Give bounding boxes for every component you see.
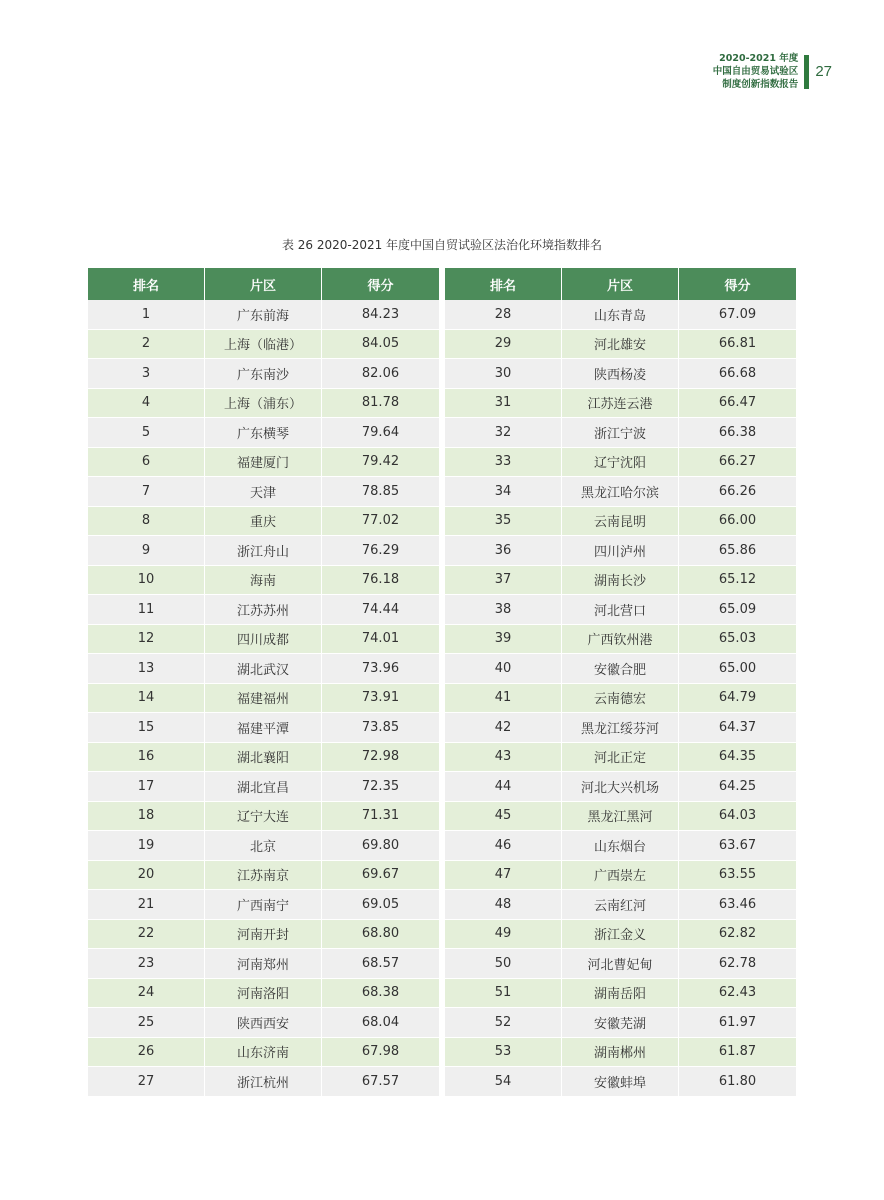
table-row [445, 359, 796, 389]
zone-cell: 湖南长沙 [562, 566, 679, 596]
table-row [88, 625, 439, 655]
rank-cell: 29 [445, 330, 562, 360]
table-row [445, 300, 796, 330]
rank-cell: 17 [88, 772, 205, 802]
score-cell: 67.09 [679, 300, 796, 330]
score-cell: 68.57 [322, 949, 439, 979]
zone-cell: 辽宁沈阳 [562, 448, 679, 478]
table-row [88, 713, 439, 743]
zone-cell: 河北曹妃甸 [562, 949, 679, 979]
table-row [445, 772, 796, 802]
rank-cell: 50 [445, 949, 562, 979]
rank-cell: 51 [445, 979, 562, 1009]
table-row [88, 772, 439, 802]
zone-cell: 北京 [205, 831, 322, 861]
score-cell: 65.86 [679, 536, 796, 566]
zone-cell: 湖北宜昌 [205, 772, 322, 802]
zone-cell: 湖北襄阳 [205, 743, 322, 773]
score-cell: 84.05 [322, 330, 439, 360]
zone-cell: 江苏连云港 [562, 389, 679, 419]
rank-cell: 8 [88, 507, 205, 537]
rank-cell: 2 [88, 330, 205, 360]
table-row [445, 566, 796, 596]
score-cell: 72.35 [322, 772, 439, 802]
score-cell: 74.01 [322, 625, 439, 655]
table-row [445, 418, 796, 448]
score-cell: 69.80 [322, 831, 439, 861]
table-row [445, 831, 796, 861]
table-row [445, 595, 796, 625]
score-cell: 62.43 [679, 979, 796, 1009]
rank-cell: 13 [88, 654, 205, 684]
score-cell: 68.38 [322, 979, 439, 1009]
score-cell: 68.04 [322, 1008, 439, 1038]
zone-cell: 河北正定 [562, 743, 679, 773]
score-cell: 73.85 [322, 713, 439, 743]
rank-cell: 14 [88, 684, 205, 714]
table-row [88, 448, 439, 478]
zone-cell: 四川泸州 [562, 536, 679, 566]
table-row [445, 448, 796, 478]
score-cell: 79.64 [322, 418, 439, 448]
table-row [88, 477, 439, 507]
score-cell: 63.46 [679, 890, 796, 920]
report-title-line1: 2020-2021 年度 [719, 53, 799, 64]
table-row [88, 1008, 439, 1038]
table-row [88, 684, 439, 714]
rank-cell: 19 [88, 831, 205, 861]
table-row [88, 890, 439, 920]
rank-cell: 15 [88, 713, 205, 743]
table-row [88, 536, 439, 566]
score-cell: 63.67 [679, 831, 796, 861]
rank-cell: 11 [88, 595, 205, 625]
zone-cell: 黑龙江绥芬河 [562, 713, 679, 743]
rank-cell: 6 [88, 448, 205, 478]
zone-cell: 重庆 [205, 507, 322, 537]
zone-cell: 安徽合肥 [562, 654, 679, 684]
rank-cell: 42 [445, 713, 562, 743]
zone-cell: 河南郑州 [205, 949, 322, 979]
table-row [445, 330, 796, 360]
score-cell: 65.00 [679, 654, 796, 684]
zone-cell: 湖北武汉 [205, 654, 322, 684]
rank-cell: 52 [445, 1008, 562, 1038]
table-row [445, 477, 796, 507]
table-row [445, 1008, 796, 1038]
table-row [445, 507, 796, 537]
rank-cell: 32 [445, 418, 562, 448]
rank-cell: 22 [88, 920, 205, 950]
zone-cell: 江苏南京 [205, 861, 322, 891]
table-row [88, 359, 439, 389]
ranking-table-right [445, 268, 796, 1097]
table-row [445, 1067, 796, 1097]
table-row [88, 507, 439, 537]
table-row [88, 920, 439, 950]
table-row [445, 684, 796, 714]
table-row [88, 1038, 439, 1068]
zone-cell: 湖南郴州 [562, 1038, 679, 1068]
score-cell: 72.98 [322, 743, 439, 773]
score-cell: 64.37 [679, 713, 796, 743]
zone-cell: 浙江舟山 [205, 536, 322, 566]
table-row [445, 389, 796, 419]
score-cell: 66.47 [679, 389, 796, 419]
rank-cell: 10 [88, 566, 205, 596]
table-row [445, 802, 796, 832]
zone-cell: 陕西西安 [205, 1008, 322, 1038]
table-row [445, 743, 796, 773]
table-row [88, 389, 439, 419]
zone-cell: 辽宁大连 [205, 802, 322, 832]
table-row [88, 300, 439, 330]
zone-cell: 河南开封 [205, 920, 322, 950]
rank-cell: 21 [88, 890, 205, 920]
score-cell: 67.57 [322, 1067, 439, 1097]
page-number: 27 [815, 63, 832, 80]
page-header [713, 52, 832, 91]
rank-cell: 48 [445, 890, 562, 920]
score-cell: 66.81 [679, 330, 796, 360]
table-row [445, 625, 796, 655]
score-cell: 64.79 [679, 684, 796, 714]
score-cell: 73.96 [322, 654, 439, 684]
rank-cell: 46 [445, 831, 562, 861]
score-cell: 69.05 [322, 890, 439, 920]
column-header-score: 得分 [679, 268, 796, 300]
zone-cell: 福建厦门 [205, 448, 322, 478]
rank-cell: 30 [445, 359, 562, 389]
score-cell: 81.78 [322, 389, 439, 419]
rank-cell: 26 [88, 1038, 205, 1068]
column-header-score: 得分 [322, 268, 439, 300]
zone-cell: 河北雄安 [562, 330, 679, 360]
rank-cell: 25 [88, 1008, 205, 1038]
score-cell: 68.80 [322, 920, 439, 950]
score-cell: 77.02 [322, 507, 439, 537]
table-row [445, 536, 796, 566]
rank-cell: 38 [445, 595, 562, 625]
score-cell: 76.18 [322, 566, 439, 596]
header-accent-bar [804, 55, 809, 89]
zone-cell: 浙江杭州 [205, 1067, 322, 1097]
ranking-table-left [88, 268, 439, 1097]
rank-cell: 7 [88, 477, 205, 507]
zone-cell: 福建福州 [205, 684, 322, 714]
table-row [88, 743, 439, 773]
rank-cell: 20 [88, 861, 205, 891]
table-row [445, 1038, 796, 1068]
rank-cell: 27 [88, 1067, 205, 1097]
score-cell: 82.06 [322, 359, 439, 389]
table-body-right [445, 300, 796, 1097]
rank-cell: 53 [445, 1038, 562, 1068]
zone-cell: 广东前海 [205, 300, 322, 330]
zone-cell: 广西南宁 [205, 890, 322, 920]
zone-cell: 河北大兴机场 [562, 772, 679, 802]
table-header-row [445, 268, 796, 300]
score-cell: 61.87 [679, 1038, 796, 1068]
score-cell: 64.25 [679, 772, 796, 802]
zone-cell: 福建平潭 [205, 713, 322, 743]
score-cell: 66.26 [679, 477, 796, 507]
zone-cell: 浙江宁波 [562, 418, 679, 448]
score-cell: 62.78 [679, 949, 796, 979]
zone-cell: 安徽芜湖 [562, 1008, 679, 1038]
score-cell: 65.03 [679, 625, 796, 655]
score-cell: 69.67 [322, 861, 439, 891]
zone-cell: 四川成都 [205, 625, 322, 655]
rank-cell: 44 [445, 772, 562, 802]
column-header-zone: 片区 [562, 268, 679, 300]
rank-cell: 31 [445, 389, 562, 419]
rank-cell: 36 [445, 536, 562, 566]
rank-cell: 54 [445, 1067, 562, 1097]
rank-cell: 34 [445, 477, 562, 507]
rank-cell: 33 [445, 448, 562, 478]
report-title-line3: 制度创新指数报告 [722, 79, 799, 90]
column-header-zone: 片区 [205, 268, 322, 300]
rank-cell: 18 [88, 802, 205, 832]
score-cell: 71.31 [322, 802, 439, 832]
rank-cell: 12 [88, 625, 205, 655]
table-row [445, 713, 796, 743]
score-cell: 73.91 [322, 684, 439, 714]
score-cell: 61.80 [679, 1067, 796, 1097]
rank-cell: 39 [445, 625, 562, 655]
zone-cell: 山东济南 [205, 1038, 322, 1068]
score-cell: 64.35 [679, 743, 796, 773]
zone-cell: 河北营口 [562, 595, 679, 625]
table-body-left [88, 300, 439, 1097]
score-cell: 67.98 [322, 1038, 439, 1068]
column-header-rank: 排名 [88, 268, 205, 300]
zone-cell: 河南洛阳 [205, 979, 322, 1009]
zone-cell: 上海（浦东） [205, 389, 322, 419]
zone-cell: 陕西杨凌 [562, 359, 679, 389]
table-row [88, 330, 439, 360]
rank-cell: 1 [88, 300, 205, 330]
score-cell: 62.82 [679, 920, 796, 950]
table-row [445, 861, 796, 891]
score-cell: 66.68 [679, 359, 796, 389]
zone-cell: 黑龙江哈尔滨 [562, 477, 679, 507]
score-cell: 78.85 [322, 477, 439, 507]
zone-cell: 山东烟台 [562, 831, 679, 861]
score-cell: 79.42 [322, 448, 439, 478]
score-cell: 61.97 [679, 1008, 796, 1038]
zone-cell: 上海（临港） [205, 330, 322, 360]
score-cell: 76.29 [322, 536, 439, 566]
rank-cell: 41 [445, 684, 562, 714]
rank-cell: 37 [445, 566, 562, 596]
zone-cell: 广西钦州港 [562, 625, 679, 655]
score-cell: 64.03 [679, 802, 796, 832]
rank-cell: 4 [88, 389, 205, 419]
rank-cell: 35 [445, 507, 562, 537]
rank-cell: 24 [88, 979, 205, 1009]
table-caption: 表 26 2020-2021 年度中国自贸试验区法治化环境指数排名 [281, 238, 603, 252]
report-title [713, 52, 799, 91]
score-cell: 65.12 [679, 566, 796, 596]
table-row [88, 949, 439, 979]
table-row [88, 861, 439, 891]
table-row [445, 654, 796, 684]
table-row [88, 802, 439, 832]
table-header-row [88, 268, 439, 300]
zone-cell: 浙江金义 [562, 920, 679, 950]
score-cell: 65.09 [679, 595, 796, 625]
rank-cell: 43 [445, 743, 562, 773]
score-cell: 84.23 [322, 300, 439, 330]
table-row [445, 920, 796, 950]
zone-cell: 广东南沙 [205, 359, 322, 389]
rank-cell: 28 [445, 300, 562, 330]
table-row [445, 979, 796, 1009]
table-row [445, 949, 796, 979]
score-cell: 63.55 [679, 861, 796, 891]
rank-cell: 3 [88, 359, 205, 389]
zone-cell: 江苏苏州 [205, 595, 322, 625]
score-cell: 66.00 [679, 507, 796, 537]
zone-cell: 广东横琴 [205, 418, 322, 448]
zone-cell: 湖南岳阳 [562, 979, 679, 1009]
zone-cell: 天津 [205, 477, 322, 507]
rank-cell: 45 [445, 802, 562, 832]
rank-cell: 23 [88, 949, 205, 979]
rank-cell: 16 [88, 743, 205, 773]
rank-cell: 40 [445, 654, 562, 684]
rank-cell: 5 [88, 418, 205, 448]
report-title-line2: 中国自由贸易试验区 [712, 66, 799, 77]
table-row [88, 654, 439, 684]
column-header-rank: 排名 [445, 268, 562, 300]
score-cell: 74.44 [322, 595, 439, 625]
table-row [88, 979, 439, 1009]
table-row [88, 566, 439, 596]
rank-cell: 49 [445, 920, 562, 950]
table-row [445, 890, 796, 920]
table-row [88, 1067, 439, 1097]
zone-cell: 云南红河 [562, 890, 679, 920]
table-row [88, 595, 439, 625]
table-row [88, 418, 439, 448]
zone-cell: 海南 [205, 566, 322, 596]
score-cell: 66.38 [679, 418, 796, 448]
rank-cell: 47 [445, 861, 562, 891]
zone-cell: 云南德宏 [562, 684, 679, 714]
zone-cell: 安徽蚌埠 [562, 1067, 679, 1097]
zone-cell: 云南昆明 [562, 507, 679, 537]
zone-cell: 山东青岛 [562, 300, 679, 330]
zone-cell: 黑龙江黑河 [562, 802, 679, 832]
zone-cell: 广西崇左 [562, 861, 679, 891]
rank-cell: 9 [88, 536, 205, 566]
score-cell: 66.27 [679, 448, 796, 478]
table-row [88, 831, 439, 861]
